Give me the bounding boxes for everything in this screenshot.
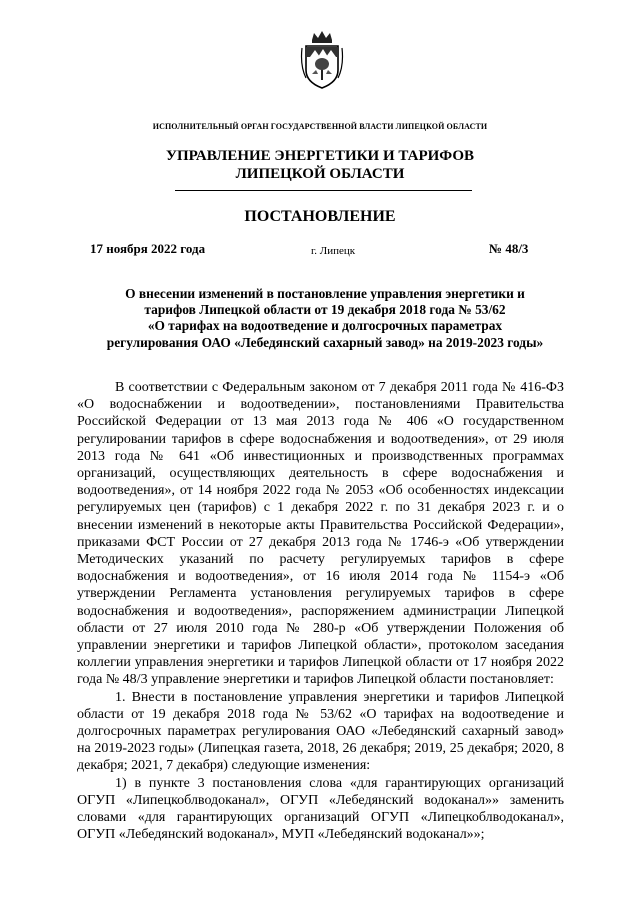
title-line: «О тарифах на водоотведение и долгосрочных параметрах [147,318,503,334]
document-number: № 48/3 [489,241,529,256]
item-1-1-paragraph: 1) в пункте 3 постановления слова «для гарантирующих организаций ОГУП «Липецкоблводоканал», ОГУП «Лебедянский водоканал»» заменить словами «для гарантирующих организаций ОГУП «Липецкоблводоканал», ОГУП «Лебедянский водоканал», МУП «Лебедянский водоканал»»; [77,775,564,843]
preamble-paragraph: В соответствии с Федеральным законом от 7 декабря 2011 года № 416-ФЗ «О водоснабжении и водоотведении», постановлениями Правительства Российской Федерации от 13 мая 2013 года № 406 «О государственном регулировании тарифов в сфере водоснабжения и водоотведения», от 29 июля 2013 года № 641 «Об инвестиционных и производственных программах организаций, осуществляющих деятельность в сфере водоснабжения и водоотведения», от 14 ноября 2022 года № 2053 «Об особенностях индексации регулируемых цен (тарифов) с 1 декабря 2022 г. по 31 декабря 2023 г. и о внесении изменений в некоторые акты Правительства Российской Федерации», приказами ФСТ России от 27 декабря 2013 года № 1746-э «Об утверждении Методических указаний по расчету регулируемых тарифов в сфере водоснабжения и водоотведения», от 16 июля 2014 года № 1154-э «Об утверждении Регламента установления регулируемых тарифов в сфере водоснабжения и водоотведения», распоряжением администрации Липецкой области от 27 июля 2010 года № 280-р «Об утверждении Положения об управлении энергетики и тарифов Липецкой области», протоколом заседания коллегии управления энергетики и тарифов Липецкой области от 17 ноября 2022 года № 48/3 управление энергетики и тарифов Липецкой области постановляет: [77,380,564,688]
coat-of-arms-emblem [300,30,344,90]
authority-name: ИСПОЛНИТЕЛЬНЫЙ ОРГАН ГОСУДАРСТВЕННОЙ ВЛАСТИ ЛИПЕЦКОЙ ОБЛАСТИ [152,122,488,131]
item-1-paragraph: 1. Внести в постановление управления энергетики и тарифов Липецкой области от 19 декабря 2018 года № 53/62 «О тарифах на водоотведение и долгосрочных параметрах регулирования ОАО «Лебедянский сахарный завод» на 2019-2023 годы» (Липецкая газета, 2018, 26 декабря; 2019, 25 декабря; 2020, 8 декабря; 2021, 7 декабря) следующие изменения: [77,689,564,774]
department-name-line2: ЛИПЕЦКОЙ ОБЛАСТИ [235,166,405,182]
document-date: 17 ноября 2022 года [90,241,206,256]
department-name-line1: УПРАВЛЕНИЕ ЭНЕРГЕТИКИ И ТАРИФОВ [165,148,475,164]
title-line: тарифов Липецкой области от 19 декабря 2018 года № 53/62 [144,302,506,318]
header-divider [175,190,472,191]
title-line: О внесении изменений в постановление управления энергетики и [125,286,525,301]
title-line: регулирования ОАО «Лебедянский сахарный завод» на 2019-2023 годы» [106,334,544,350]
document-city: г. Липецк [311,245,356,257]
document-body [77,379,564,843]
document-type: ПОСТАНОВЛЕНИЕ [244,208,396,225]
document-title [70,286,580,351]
